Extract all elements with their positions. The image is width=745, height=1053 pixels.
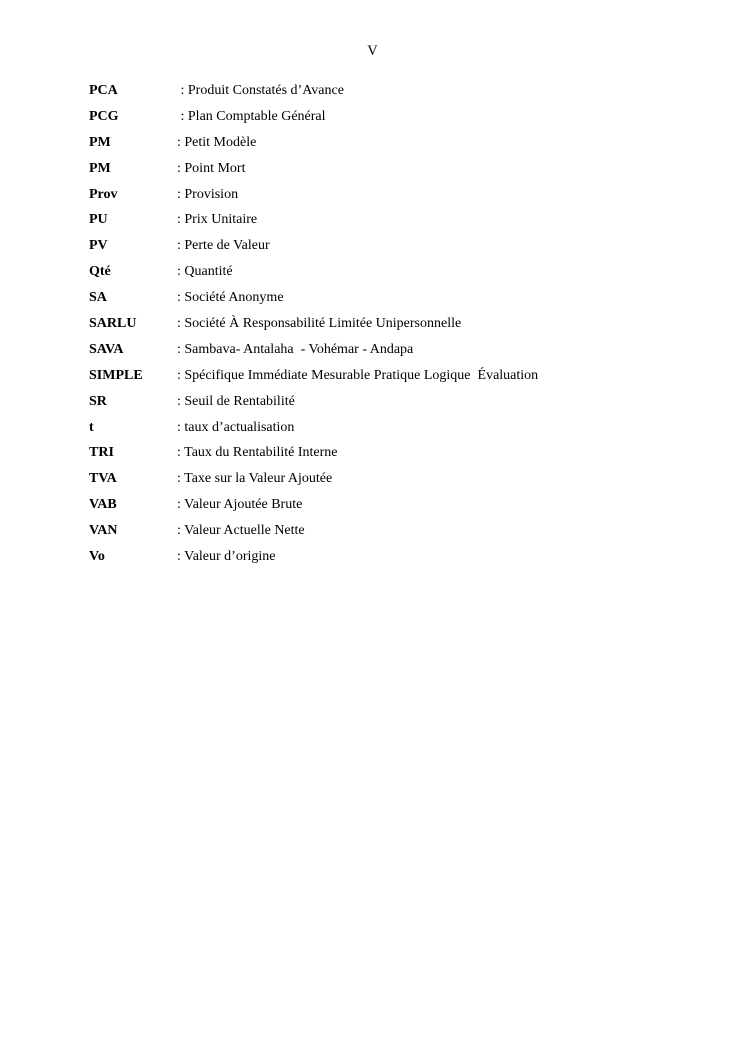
page-number: V <box>367 43 378 59</box>
abbreviation-definition: : Société Anonyme <box>177 290 284 306</box>
abbreviation-term: PCA <box>89 82 118 98</box>
abbreviation-term: PU <box>89 212 108 228</box>
abbreviation-definition: : Petit Modèle <box>177 134 257 150</box>
abbreviation-term: SARLU <box>89 315 137 331</box>
abbreviation-term: VAN <box>89 523 118 539</box>
abbreviation-definition: : Spécifique Immédiate Mesurable Pratique Logique Évaluation <box>177 367 539 383</box>
abbreviation-definition: : Provision <box>177 186 239 202</box>
abbreviation-row <box>89 130 538 156</box>
abbreviation-term: SA <box>89 290 107 306</box>
abbreviation-row <box>89 233 538 259</box>
abbreviation-row <box>89 104 538 130</box>
abbreviation-row <box>89 182 538 208</box>
abbreviation-row <box>89 544 538 570</box>
abbreviation-term: PM <box>89 134 111 150</box>
abbreviation-row <box>89 337 538 363</box>
abbreviation-list <box>89 78 538 570</box>
abbreviation-definition: : Seuil de Rentabilité <box>177 393 295 409</box>
abbreviation-row <box>89 78 538 104</box>
abbreviation-term: t <box>89 419 94 435</box>
abbreviation-definition: : Valeur d’origine <box>177 548 276 564</box>
abbreviation-row <box>89 207 538 233</box>
abbreviation-definition: : Point Mort <box>177 160 246 176</box>
abbreviation-definition: : Valeur Ajoutée Brute <box>177 497 303 513</box>
abbreviation-definition: : Produit Constatés d’Avance <box>177 82 344 98</box>
abbreviation-term: PV <box>89 238 108 254</box>
abbreviation-definition: : Société À Responsabilité Limitée Unipersonnelle <box>177 315 462 331</box>
abbreviation-row <box>89 156 538 182</box>
abbreviation-definition: : Prix Unitaire <box>177 212 258 228</box>
abbreviation-row <box>89 440 538 466</box>
abbreviation-term: Vo <box>89 548 105 564</box>
abbreviation-row <box>89 259 538 285</box>
abbreviation-definition: : Sambava- Antalaha - Vohémar - Andapa <box>177 341 414 357</box>
abbreviation-row <box>89 518 538 544</box>
abbreviation-definition: : Quantité <box>177 264 233 280</box>
abbreviation-row <box>89 363 538 389</box>
abbreviation-term: Qté <box>89 264 111 280</box>
abbreviation-row <box>89 285 538 311</box>
abbreviation-term: PCG <box>89 108 119 124</box>
abbreviation-term: SAVA <box>89 341 124 357</box>
abbreviation-term: PM <box>89 160 111 176</box>
abbreviation-term: VAB <box>89 497 117 513</box>
abbreviation-row <box>89 466 538 492</box>
abbreviation-row <box>89 415 538 441</box>
abbreviation-term: TVA <box>89 471 117 487</box>
abbreviation-row <box>89 389 538 415</box>
abbreviation-definition: : Taux du Rentabilité Interne <box>177 445 338 461</box>
abbreviation-definition: : taux d’actualisation <box>177 419 295 435</box>
abbreviation-definition: : Taxe sur la Valeur Ajoutée <box>177 471 333 487</box>
abbreviation-row <box>89 492 538 518</box>
abbreviation-definition: : Plan Comptable Général <box>177 108 326 124</box>
abbreviation-term: SR <box>89 393 107 409</box>
abbreviation-term: SIMPLE <box>89 367 143 383</box>
abbreviation-term: TRI <box>89 445 114 461</box>
abbreviation-term: Prov <box>89 186 118 202</box>
abbreviation-row <box>89 311 538 337</box>
abbreviation-definition: : Perte de Valeur <box>177 238 270 254</box>
abbreviation-definition: : Valeur Actuelle Nette <box>177 523 305 539</box>
